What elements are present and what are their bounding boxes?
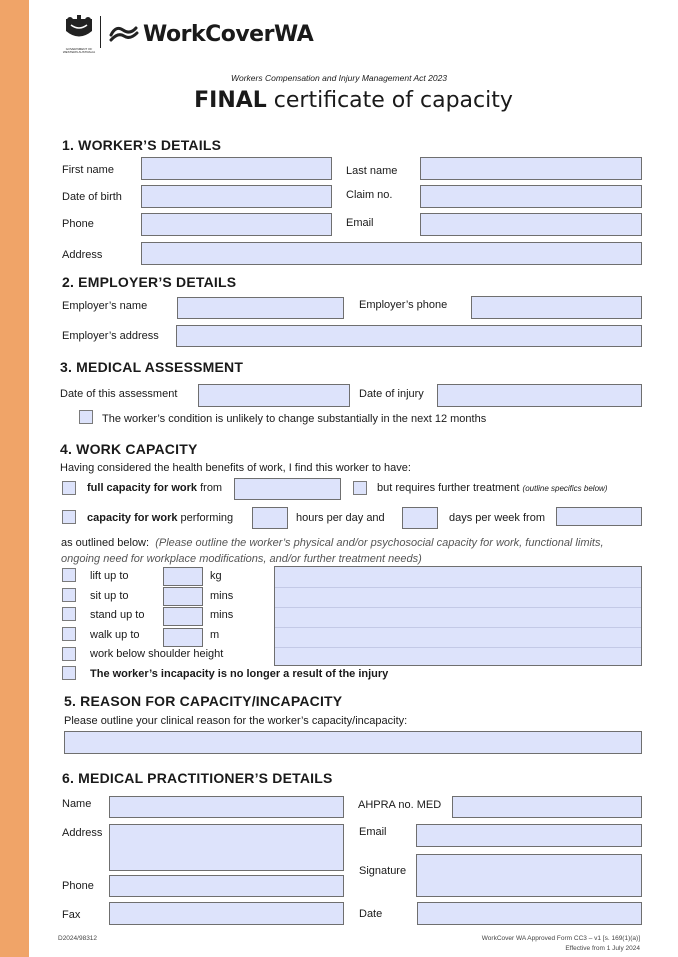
walk-label: walk up to xyxy=(90,629,140,641)
lift-label: lift up to xyxy=(90,570,129,582)
partial-capacity-performing: performing xyxy=(180,512,234,524)
first-name-label: First name xyxy=(62,164,114,176)
stand-unit: mins xyxy=(210,609,234,621)
address-field[interactable] xyxy=(141,242,642,265)
lift-value-field[interactable] xyxy=(163,567,203,586)
phone-field[interactable] xyxy=(141,213,332,236)
stand-value-field[interactable] xyxy=(163,607,203,626)
footer-form-ref: WorkCover WA Approved Form CC3 – v1 [s. 169(1)(a)] xyxy=(481,935,640,942)
partial-capacity-date-field[interactable] xyxy=(556,507,642,526)
workcover-wordmark: WorkCoverWA xyxy=(143,21,314,47)
clinical-reason-prompt: Please outline your clinical reason for the worker’s capacity/incapacity: xyxy=(64,715,408,727)
injury-date-label: Date of injury xyxy=(359,388,424,400)
claim-no-label: Claim no. xyxy=(346,189,393,201)
section-5-heading: 5. REASON FOR CAPACITY/INCAPACITY xyxy=(64,693,343,709)
phone-label: Phone xyxy=(62,218,94,230)
hours-per-day-label: hours per day and xyxy=(296,512,385,524)
email-field[interactable] xyxy=(420,213,642,236)
title-final: FINAL xyxy=(194,88,267,113)
requires-treatment-label xyxy=(377,482,607,494)
stand-label: stand up to xyxy=(90,609,145,621)
title-rest: certificate of capacity xyxy=(273,88,513,113)
workcover-swoosh-icon xyxy=(108,22,140,46)
logo-divider xyxy=(100,16,101,48)
sit-value-field[interactable] xyxy=(163,587,203,606)
practitioner-fax-field[interactable] xyxy=(109,902,344,925)
practitioner-name-label: Name xyxy=(62,798,92,810)
sit-checkbox[interactable] xyxy=(62,588,76,602)
partial-capacity-checkbox[interactable] xyxy=(62,510,76,524)
employer-phone-field[interactable] xyxy=(471,296,642,319)
partial-capacity-label xyxy=(87,512,233,524)
stand-checkbox[interactable] xyxy=(62,607,76,621)
section-2-heading: 2. EMPLOYER’S DETAILS xyxy=(62,274,237,290)
requires-treatment-checkbox[interactable] xyxy=(353,481,367,495)
practitioner-date-label: Date xyxy=(359,908,383,920)
practitioner-phone-label: Phone xyxy=(62,880,94,892)
employer-phone-label: Employer’s phone xyxy=(359,299,448,311)
footer-effective: Effective from 1 July 2024 xyxy=(565,945,640,952)
section-6-heading: 6. MEDICAL PRACTITIONER’S DETAILS xyxy=(62,770,333,786)
notes-line xyxy=(275,587,641,588)
section-3-heading: 3. MEDICAL ASSESSMENT xyxy=(60,359,244,375)
wa-crest-logo xyxy=(62,15,96,54)
notes-line xyxy=(275,607,641,608)
dob-field[interactable] xyxy=(141,185,332,208)
notes-line xyxy=(275,627,641,628)
walk-checkbox[interactable] xyxy=(62,627,76,641)
unlikely-change-label: The worker’s condition is unlikely to change substantially in the next 12 months xyxy=(102,413,487,425)
ahpra-label: AHPRA no. MED xyxy=(358,799,442,811)
work-capacity-intro: Having considered the health benefits of work, I find this worker to have: xyxy=(60,462,411,474)
full-capacity-label xyxy=(87,482,222,494)
practitioner-phone-field[interactable] xyxy=(109,875,344,897)
full-capacity-from: from xyxy=(200,482,223,494)
injury-date-field[interactable] xyxy=(437,384,642,407)
section-1-heading: 1. WORKER’S DETAILS xyxy=(62,137,222,153)
section-4-heading: 4. WORK CAPACITY xyxy=(60,441,198,457)
walk-unit: m xyxy=(210,629,220,641)
days-per-week-field[interactable] xyxy=(402,507,438,529)
employer-address-label: Employer’s address xyxy=(62,330,159,342)
footer-doc-ref: D2024/98312 xyxy=(58,935,98,942)
signature-label: Signature xyxy=(359,865,407,877)
crest-caption: GOVERNMENT OF WESTERN AUSTRALIA xyxy=(62,47,96,54)
first-name-field[interactable] xyxy=(141,157,332,180)
practitioner-address-field[interactable] xyxy=(109,824,344,871)
dob-label: Date of birth xyxy=(62,191,122,203)
address-label: Address xyxy=(62,249,103,261)
partial-capacity-bold: capacity for work xyxy=(87,512,178,524)
sit-label: sit up to xyxy=(90,590,129,602)
practitioner-email-label: Email xyxy=(359,826,387,838)
requires-treatment-text: but requires further treatment xyxy=(377,482,520,494)
claim-no-field[interactable] xyxy=(420,185,642,208)
employer-address-field[interactable] xyxy=(176,325,642,347)
workcover-logo xyxy=(108,21,313,47)
below-shoulder-label: work below shoulder height xyxy=(90,648,224,660)
ahpra-field[interactable] xyxy=(452,796,642,818)
as-outlined-label: as outlined below: xyxy=(61,537,150,549)
employer-name-label: Employer’s name xyxy=(62,300,148,312)
incapacity-label: The worker’s incapacity is no longer a result of the injury xyxy=(90,668,389,680)
below-shoulder-checkbox[interactable] xyxy=(62,647,76,661)
practitioner-date-field[interactable] xyxy=(417,902,642,925)
walk-value-field[interactable] xyxy=(163,628,203,647)
outline-note-line-2: ongoing need for workplace modifications, and/or further treatment needs) xyxy=(61,553,422,565)
lift-checkbox[interactable] xyxy=(62,568,76,582)
full-capacity-bold: full capacity for work xyxy=(87,482,198,494)
clinical-reason-field[interactable] xyxy=(64,731,642,754)
email-label: Email xyxy=(346,217,374,229)
outline-specifics-note: (outline specifics below) xyxy=(522,484,608,493)
full-capacity-checkbox[interactable] xyxy=(62,481,76,495)
sit-unit: mins xyxy=(210,590,234,602)
notes-line xyxy=(275,647,641,648)
practitioner-fax-label: Fax xyxy=(62,909,81,921)
page-title xyxy=(29,88,678,113)
outline-note xyxy=(61,535,604,567)
crest-icon xyxy=(62,15,96,43)
assessment-date-field[interactable] xyxy=(198,384,350,407)
incapacity-checkbox[interactable] xyxy=(62,666,76,680)
full-capacity-date-field[interactable] xyxy=(234,478,341,500)
signature-field[interactable] xyxy=(416,854,642,897)
hours-per-day-field[interactable] xyxy=(252,507,288,529)
last-name-field[interactable] xyxy=(420,157,642,180)
lift-unit: kg xyxy=(210,570,222,582)
days-per-week-label: days per week from xyxy=(449,512,545,524)
unlikely-change-checkbox[interactable] xyxy=(79,410,93,424)
act-line: Workers Compensation and Injury Management Act 2023 xyxy=(230,73,448,83)
outline-note-line-1: (Please outline the worker’s physical and/or psychosocial capacity for work, functional limits, xyxy=(155,537,604,549)
side-stripe xyxy=(0,0,29,957)
practitioner-name-field[interactable] xyxy=(109,796,344,818)
practitioner-address-label: Address xyxy=(62,827,103,839)
capacity-notes-field[interactable] xyxy=(274,566,642,666)
practitioner-email-field[interactable] xyxy=(416,824,642,847)
assessment-date-label: Date of this assessment xyxy=(60,388,178,400)
last-name-label: Last name xyxy=(346,165,398,177)
employer-name-field[interactable] xyxy=(177,297,344,319)
